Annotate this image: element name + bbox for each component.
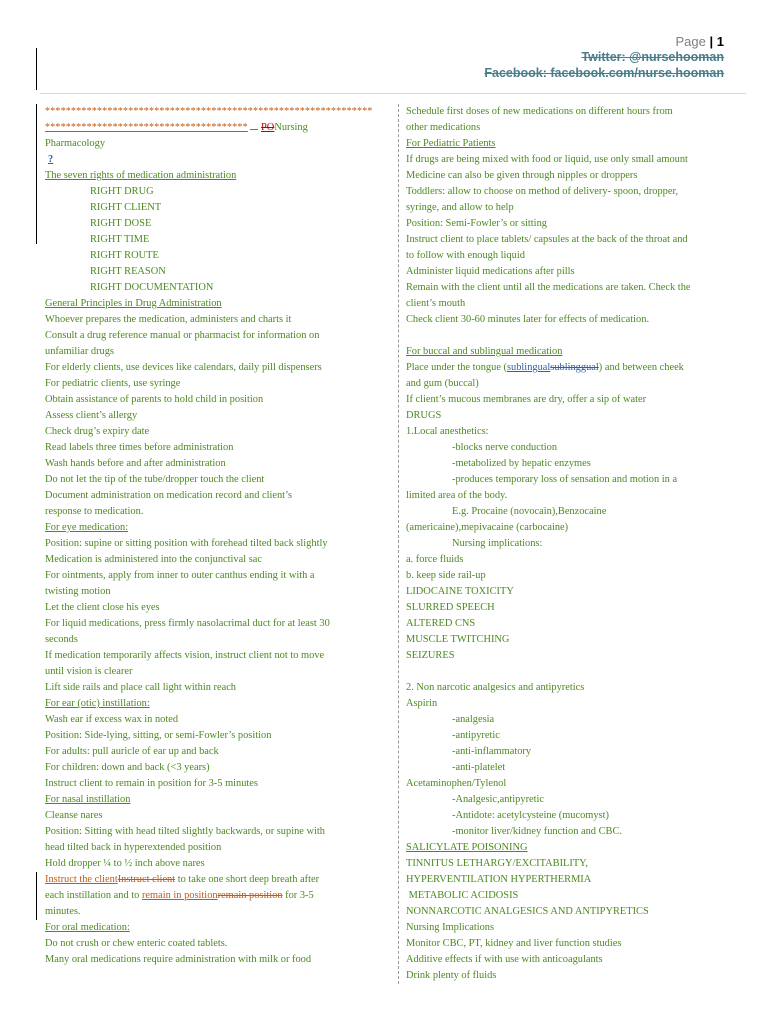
deleted-text: remain position [217, 890, 283, 901]
list-item: -antipyretic [452, 730, 500, 741]
doc-line: Position: Sitting with head tilted slightly backwards, or supine with [45, 826, 325, 837]
list-item: -anti-platelet [452, 762, 506, 773]
doc-line: Wash ear if excess wax in noted [45, 714, 179, 725]
doc-line: minutes. [45, 906, 81, 917]
section-heading: For oral medication: [45, 922, 130, 933]
doc-line: For children: down and back (<3 years) [45, 762, 210, 773]
inserted-text: sublingual [506, 362, 551, 373]
doc-line: 2. Non narcotic analgesics and antipyretics [406, 682, 585, 693]
doc-line: Medicine can also be given through nipples or droppers [406, 170, 638, 181]
revision-bar-left-1 [36, 104, 37, 244]
doc-line: Administer liquid medications after pills [406, 266, 575, 277]
section-heading: For buccal and sublingual medication [406, 346, 563, 357]
doc-line: SLURRED SPEECH [406, 602, 495, 613]
doc-line: Document administration on medication record and client’s [45, 490, 292, 501]
revision-bar-top [36, 48, 37, 90]
facebook-link[interactable]: Facebook: facebook.com/nurse.hooman [484, 66, 724, 80]
doc-line: For liquid medications, press firmly nasolacrimal duct for at least 30 [45, 618, 330, 629]
list-item: -monitor liver/kidney function and CBC. [452, 826, 622, 837]
nursing-word: Nursing [274, 122, 308, 133]
section-heading: For eye medication: [45, 522, 129, 533]
doc-line: Position: Side-lying, sitting, or semi-Fowler’s position [45, 730, 272, 741]
doc-line: TINNITUS LETHARGY/EXCITABILITY, [406, 858, 588, 869]
doc-line: Hold dropper ¼ to ½ inch above nares [45, 858, 205, 869]
page-label: Page [675, 34, 706, 49]
doc-line: client’s mouth [406, 298, 466, 309]
doc-line: For adults: pull auricle of ear up and back [45, 746, 219, 757]
list-item: -Antidote: acetylcysteine (mucomyst) [452, 810, 609, 821]
doc-line: MUSCLE TWITCHING [406, 634, 510, 645]
list-item: RIGHT TIME [90, 234, 150, 245]
doc-line: Instruct client to place tablets/ capsules at the back of the throat and [406, 234, 688, 245]
doc-line: Check client 30-60 minutes later for effects of medication. [406, 314, 650, 325]
doc-line: limited area of the body. [406, 490, 508, 501]
section-heading: The seven rights of medication administration [45, 170, 237, 181]
section-heading: For ear (otic) instillation: [45, 698, 150, 709]
doc-line: and gum (buccal) [406, 378, 479, 389]
doc-line: If client’s mucous membranes are dry, offer a sip of water [406, 394, 647, 405]
doc-line: (americaine),mepivacaine (carbocaine) [406, 522, 569, 533]
doc-line: Pharmacology [45, 138, 106, 149]
doc-line: For ointments, apply from inner to outer canthus ending it with a [45, 570, 315, 581]
insertion-gap [250, 129, 258, 130]
list-item: E.g. Procaine (novocain),Benzocaine [452, 506, 607, 517]
tracked-change-line: Place under the tongue (sublingualsublinggual) and between cheek [406, 362, 684, 373]
doc-line: Instruct client to remain in position for 3-5 minutes [45, 778, 258, 789]
revision-bar-left-2 [36, 872, 37, 920]
deleted-text: Instruct client [117, 874, 176, 885]
doc-line: other medications [406, 122, 481, 133]
doc-line: NONNARCOTIC ANALGESICS AND ANTIPYRETICS [406, 906, 649, 917]
doc-line: Acetaminophen/Tylenol [406, 778, 507, 789]
doc-line: Monitor CBC, PT, kidney and liver function studies [406, 938, 622, 949]
doc-line: Position: supine or sitting position with forehead tilted back slightly [45, 538, 328, 549]
doc-line: SEIZURES [406, 650, 455, 661]
doc-line: Toddlers: allow to choose on method of delivery- spoon, dropper, [406, 186, 679, 197]
doc-line: Nursing Implications [406, 922, 495, 933]
column-divider [398, 104, 400, 984]
list-item: RIGHT DOCUMENTATION [90, 282, 214, 293]
list-item: RIGHT DRUG [90, 186, 154, 197]
doc-line: Do not crush or chew enteric coated tablets. [45, 938, 228, 949]
section-heading: For nasal instillation [45, 794, 131, 805]
doc-line: Check drug’s expiry date [45, 426, 150, 437]
title-line [45, 120, 395, 136]
doc-line: a. force fluids [406, 554, 464, 565]
section-heading: General Principles in Drug Administration [45, 298, 222, 309]
doc-line: Medication is administered into the conjunctival sac [45, 554, 262, 565]
doc-line: unfamiliar drugs [45, 346, 114, 357]
doc-line: Do not let the tip of the tube/dropper touch the client [45, 474, 265, 485]
list-item: -blocks nerve conduction [452, 442, 558, 453]
list-item: RIGHT ROUTE [90, 250, 159, 261]
tracked-insertion-stars: *************************************************************** [45, 106, 373, 117]
doc-line: Many oral medications require administration with milk or food [45, 954, 312, 965]
doc-line: b. keep side rail-up [406, 570, 486, 581]
list-item: RIGHT CLIENT [90, 202, 162, 213]
doc-line: Let the client close his eyes [45, 602, 160, 613]
doc-line: until vision is clearer [45, 666, 133, 677]
doc-line: Lift side rails and place call light within reach [45, 682, 237, 693]
tracked-change-line: Instruct the clientInstruct client to take one short deep breath after [45, 874, 320, 885]
blank-line [406, 664, 746, 680]
doc-line: For elderly clients, use devices like calendars, daily pill dispensers [45, 362, 322, 373]
list-item: RIGHT REASON [90, 266, 166, 277]
tracked-change-line: each instillation and to remain in positionremain position for 3-5 [45, 890, 314, 901]
doc-line: Cleanse nares [45, 810, 103, 821]
doc-line: syringe, and allow to help [406, 202, 514, 213]
page-header [484, 34, 724, 81]
section-heading: SALICYLATE POISONING [406, 842, 528, 853]
doc-line: Remain with the client until all the medications are taken. Check the [406, 282, 691, 293]
list-item: -metabolized by hepatic enzymes [452, 458, 591, 469]
list-item: -produces temporary loss of sensation and motion in a [452, 474, 678, 485]
doc-line: Read labels three times before administration [45, 442, 234, 453]
doc-line: Wash hands before and after administration [45, 458, 226, 469]
doc-line: 1.Local anesthetics: [406, 426, 489, 437]
doc-line: Schedule first doses of new medications on different hours from [406, 106, 673, 117]
inserted-text: remain in position [141, 890, 218, 901]
deleted-text: PO [261, 122, 275, 133]
doc-line: Consult a drug reference manual or pharmacist for information on [45, 330, 320, 341]
doc-line: twisting motion [45, 586, 111, 597]
blank-line [406, 328, 746, 344]
doc-line: For pediatric clients, use syringe [45, 378, 181, 389]
list-item: Nursing implications: [452, 538, 543, 549]
list-item: -Analgesic,antipyretic [452, 794, 545, 805]
question-mark: ? [48, 154, 54, 165]
list-item: -anti-inflammatory [452, 746, 532, 757]
doc-line: DRUGS [406, 410, 442, 421]
doc-line: Obtain assistance of parents to hold child in position [45, 394, 264, 405]
section-heading: For Pediatric Patients [406, 138, 496, 149]
doc-line: LIDOCAINE TOXICITY [406, 586, 514, 597]
tracked-insertion-stars-2: *************************************** [45, 122, 248, 133]
doc-line: to follow with enough liquid [406, 250, 525, 261]
doc-line: Drink plenty of fluids [406, 970, 497, 981]
doc-line: METABOLIC ACIDOSIS [406, 890, 519, 901]
page-number: 1 [716, 34, 724, 49]
header-divider [40, 93, 746, 94]
inserted-text: Instruct the client [45, 874, 118, 885]
doc-line: Position: Semi-Fowler’s or sitting [406, 218, 547, 229]
doc-line: response to medication. [45, 506, 144, 517]
doc-line: Whoever prepares the medication, administers and charts it [45, 314, 292, 325]
twitter-handle[interactable]: Twitter: @nursehooman [581, 50, 724, 64]
doc-line: HYPERVENTILATION HYPERTHERMIA [406, 874, 592, 885]
list-item: -analgesia [452, 714, 495, 725]
right-column [406, 104, 746, 984]
doc-line: Assess client’s allergy [45, 410, 138, 421]
page-separator: | [709, 34, 714, 49]
doc-line: ALTERED CNS [406, 618, 476, 629]
deleted-text: sublinggual [550, 362, 599, 373]
doc-line: If drugs are being mixed with food or liquid, use only small amount [406, 154, 688, 165]
doc-line: Additive effects if with use with anticoagulants [406, 954, 603, 965]
doc-line: seconds [45, 634, 78, 645]
doc-line: Aspirin [406, 698, 438, 709]
left-column [45, 104, 395, 968]
doc-line: If medication temporarily affects vision, instruct client not to move [45, 650, 325, 661]
page-number-line [484, 34, 724, 49]
list-item: RIGHT DOSE [90, 218, 152, 229]
doc-line: head tilted back in hyperextended position [45, 842, 222, 853]
